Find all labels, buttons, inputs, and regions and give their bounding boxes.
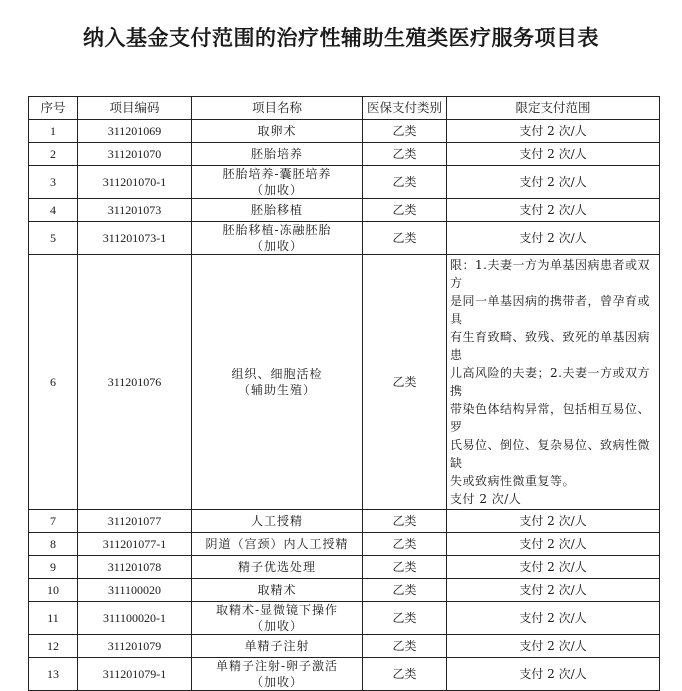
cell-seq: 13	[29, 658, 78, 691]
cell-category: 乙类	[363, 579, 447, 602]
cell-seq: 4	[29, 199, 78, 222]
table-row	[29, 533, 660, 556]
cell-name: 胚胎培养-囊胚培养 （加收）	[192, 166, 363, 199]
cell-scope: 支付 2 次/人	[447, 199, 660, 222]
cell-name: 取卵术	[192, 120, 363, 143]
table-row	[29, 510, 660, 533]
cell-seq: 5	[29, 222, 78, 255]
cell-code: 311201079-1	[78, 658, 192, 691]
cell-category: 乙类	[363, 602, 447, 635]
cell-category: 乙类	[363, 120, 447, 143]
table-row	[29, 635, 660, 658]
cell-code: 311201079	[78, 635, 192, 658]
cell-scope: 支付 2 次/人	[447, 658, 660, 691]
cell-name: 取精术	[192, 579, 363, 602]
cell-scope: 支付 2 次/人	[447, 533, 660, 556]
cell-seq: 3	[29, 166, 78, 199]
cell-scope: 支付 2 次/人	[447, 166, 660, 199]
cell-scope: 支付 2 次/人	[447, 579, 660, 602]
cell-name: 单精子注射-卵子激活 （加收）	[192, 658, 363, 691]
cell-category: 乙类	[363, 556, 447, 579]
table-row	[29, 222, 660, 255]
cell-name: 阴道（宫颈）内人工授精	[192, 533, 363, 556]
table-row	[29, 579, 660, 602]
cell-name: 组织、细胞活检 （辅助生殖）	[192, 255, 363, 510]
cell-category: 乙类	[363, 255, 447, 510]
cell-seq: 6	[29, 255, 78, 510]
table-body	[29, 120, 660, 691]
cell-code: 311201078	[78, 556, 192, 579]
header-code: 项目编码	[78, 97, 192, 120]
cell-code: 311201070	[78, 143, 192, 166]
cell-code: 311201069	[78, 120, 192, 143]
cell-code: 311201073	[78, 199, 192, 222]
cell-seq: 8	[29, 533, 78, 556]
cell-seq: 2	[29, 143, 78, 166]
table-row	[29, 120, 660, 143]
cell-name: 单精子注射	[192, 635, 363, 658]
cell-scope: 支付 2 次/人	[447, 602, 660, 635]
header-scope: 限定支付范围	[447, 97, 660, 120]
cell-seq: 9	[29, 556, 78, 579]
cell-code: 311201076	[78, 255, 192, 510]
cell-seq: 11	[29, 602, 78, 635]
cell-code: 311201073-1	[78, 222, 192, 255]
cell-category: 乙类	[363, 143, 447, 166]
cell-code: 311201070-1	[78, 166, 192, 199]
cell-category: 乙类	[363, 222, 447, 255]
cell-scope: 支付 2 次/人	[447, 510, 660, 533]
cell-scope: 支付 2 次/人	[447, 556, 660, 579]
cell-scope: 支付 2 次/人	[447, 120, 660, 143]
header-seq: 序号	[29, 97, 78, 120]
table-row	[29, 658, 660, 691]
cell-seq: 10	[29, 579, 78, 602]
table-row	[29, 199, 660, 222]
table-header-row	[29, 97, 660, 120]
cell-name: 取精术-显微镜下操作 （加收）	[192, 602, 363, 635]
header-name: 项目名称	[192, 97, 363, 120]
cell-name: 精子优选处理	[192, 556, 363, 579]
cell-code: 311201077-1	[78, 533, 192, 556]
cell-code: 311100020	[78, 579, 192, 602]
cell-scope: 限：1.夫妻一方为单基因病患者或双方 是同一单基因病的携带者，曾孕育或具 有生育致畸、致残、致死的单基因病患 儿高风险的夫妻；2.夫妻一方或双方携 带染色体结构异常，包括相互易位、罗 氏易位、倒位、复杂易位、致病性微缺 失或致病性微重复等。 支付 2 次/人	[447, 255, 660, 510]
cell-name: 胚胎移植-冻融胚胎 （加收）	[192, 222, 363, 255]
cell-name: 胚胎培养	[192, 143, 363, 166]
cell-category: 乙类	[363, 635, 447, 658]
table-row	[29, 166, 660, 199]
cell-name: 胚胎移植	[192, 199, 363, 222]
cell-scope: 支付 2 次/人	[447, 222, 660, 255]
service-items-table	[28, 96, 660, 691]
cell-seq: 12	[29, 635, 78, 658]
table-row	[29, 556, 660, 579]
cell-scope: 支付 2 次/人	[447, 143, 660, 166]
page-title: 纳入基金支付范围的治疗性辅助生殖类医疗服务项目表	[83, 26, 599, 50]
table-row	[29, 602, 660, 635]
cell-scope: 支付 2 次/人	[447, 635, 660, 658]
cell-category: 乙类	[363, 533, 447, 556]
cell-category: 乙类	[363, 510, 447, 533]
table-row	[29, 143, 660, 166]
cell-code: 311100020-1	[78, 602, 192, 635]
cell-category: 乙类	[363, 199, 447, 222]
cell-code: 311201077	[78, 510, 192, 533]
table-row	[29, 255, 660, 510]
cell-name: 人工授精	[192, 510, 363, 533]
cell-seq: 7	[29, 510, 78, 533]
header-category: 医保支付类别	[363, 97, 447, 120]
cell-category: 乙类	[363, 166, 447, 199]
cell-seq: 1	[29, 120, 78, 143]
cell-category: 乙类	[363, 658, 447, 691]
